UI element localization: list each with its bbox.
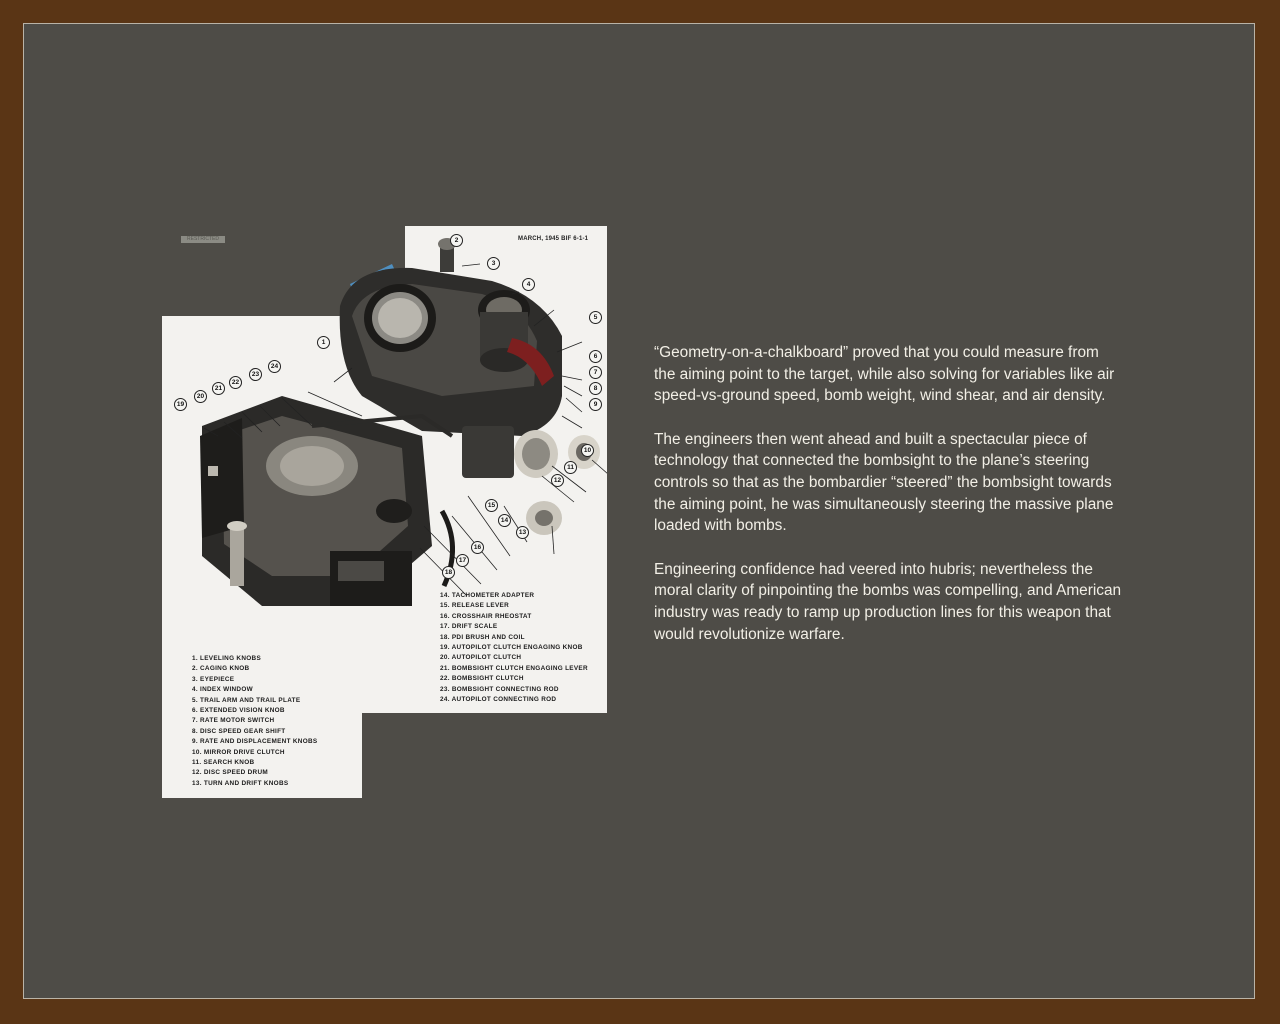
legend-item: 17. DRIFT SCALE xyxy=(440,623,498,631)
legend-item: 24. AUTOPILOT CONNECTING ROD xyxy=(440,695,557,703)
callout-6: 6 xyxy=(589,350,602,363)
paragraph-hubris: Engineering confidence had veered into hubris; nevertheless the moral clarity of pinpointing the bombs was compelling, and American industry was ready to ramp up production lines for this weapon that would revolutionize warfare. xyxy=(654,560,1122,643)
slide-frame xyxy=(24,24,1254,998)
legend-item: 21. BOMBSIGHT CLUTCH ENGAGING LEVER xyxy=(440,664,588,672)
legend-item: 22. BOMBSIGHT CLUTCH xyxy=(440,675,524,683)
legend-parts-right xyxy=(440,591,588,705)
callout-18: 18 xyxy=(442,566,455,579)
legend-parts-left xyxy=(192,654,317,789)
callout-22: 22 xyxy=(229,376,242,389)
legend-item: 7. RATE MOTOR SWITCH xyxy=(192,717,275,725)
legend-item: 10. MIRROR DRIVE CLUTCH xyxy=(192,748,285,756)
callout-21: 21 xyxy=(212,382,225,395)
callout-9: 9 xyxy=(589,398,602,411)
callout-20: 20 xyxy=(194,390,207,403)
callout-12: 12 xyxy=(551,474,564,487)
legend-item: 6. EXTENDED VISION KNOB xyxy=(192,706,285,714)
callout-1: 1 xyxy=(317,336,330,349)
legend-item: 8. DISC SPEED GEAR SHIFT xyxy=(192,727,286,735)
callout-24: 24 xyxy=(268,360,281,373)
legend-item: 9. RATE AND DISPLACEMENT KNOBS xyxy=(192,738,318,746)
callout-13: 13 xyxy=(516,526,529,539)
callout-5: 5 xyxy=(589,311,602,324)
legend-item: 15. RELEASE LEVER xyxy=(440,602,510,610)
callout-19: 19 xyxy=(174,398,187,411)
callout-23: 23 xyxy=(249,368,262,381)
legend-item: 19. AUTOPILOT CLUTCH ENGAGING KNOB xyxy=(440,643,583,651)
legend-item: 18. PDI BRUSH AND COIL xyxy=(440,633,525,641)
bombsight-illustration xyxy=(162,226,607,606)
callout-10: 10 xyxy=(581,444,594,457)
legend-item: 3. EYEPIECE xyxy=(192,675,235,683)
paragraph-engineering: The engineers then went ahead and built a spectacular piece of technology that connected the bombsight to the plane’s steering controls so that as the bombardier “steered” the bombsight towards the aiming point, he was simultaneously steering the massive plane loaded with bombs. xyxy=(654,430,1114,535)
classification-stamp: RESTRICTED xyxy=(181,236,225,243)
document-header: MARCH, 1945 BIF 6-1-1 xyxy=(518,236,589,242)
legend-item: 2. CAGING KNOB xyxy=(192,665,250,673)
callout-2: 2 xyxy=(450,234,463,247)
legend-item: 13. TURN AND DRIFT KNOBS xyxy=(192,779,289,787)
legend-item: 1. LEVELING KNOBS xyxy=(192,655,262,662)
legend-item: 12. DISC SPEED DRUM xyxy=(192,769,269,777)
legend-item: 4. INDEX WINDOW xyxy=(192,686,253,694)
callout-4: 4 xyxy=(522,278,535,291)
callout-15: 15 xyxy=(485,499,498,512)
callout-11: 11 xyxy=(564,461,577,474)
callout-3: 3 xyxy=(487,257,500,270)
legend-item: 14. TACHOMETER ADAPTER xyxy=(440,592,535,599)
narrative-text xyxy=(654,342,1124,667)
legend-item: 5. TRAIL ARM AND TRAIL PLATE xyxy=(192,696,301,704)
callout-8: 8 xyxy=(589,382,602,395)
callout-14: 14 xyxy=(498,514,511,527)
legend-item: 20. AUTOPILOT CLUTCH xyxy=(440,654,522,662)
callout-16: 16 xyxy=(471,541,484,554)
callout-17: 17 xyxy=(456,554,469,567)
legend-item: 23. BOMBSIGHT CONNECTING ROD xyxy=(440,685,559,693)
legend-item: 11. SEARCH KNOB xyxy=(192,758,255,766)
legend-item: 16. CROSSHAIR RHEOSTAT xyxy=(440,612,532,620)
paragraph-geometry: “Geometry-on-a-chalkboard” proved that you could measure from the aiming point to the target, while also solving for variables like air speed-vs-ground speed, bomb weight, wind shear, and air density. xyxy=(654,344,1115,405)
callout-7: 7 xyxy=(589,366,602,379)
